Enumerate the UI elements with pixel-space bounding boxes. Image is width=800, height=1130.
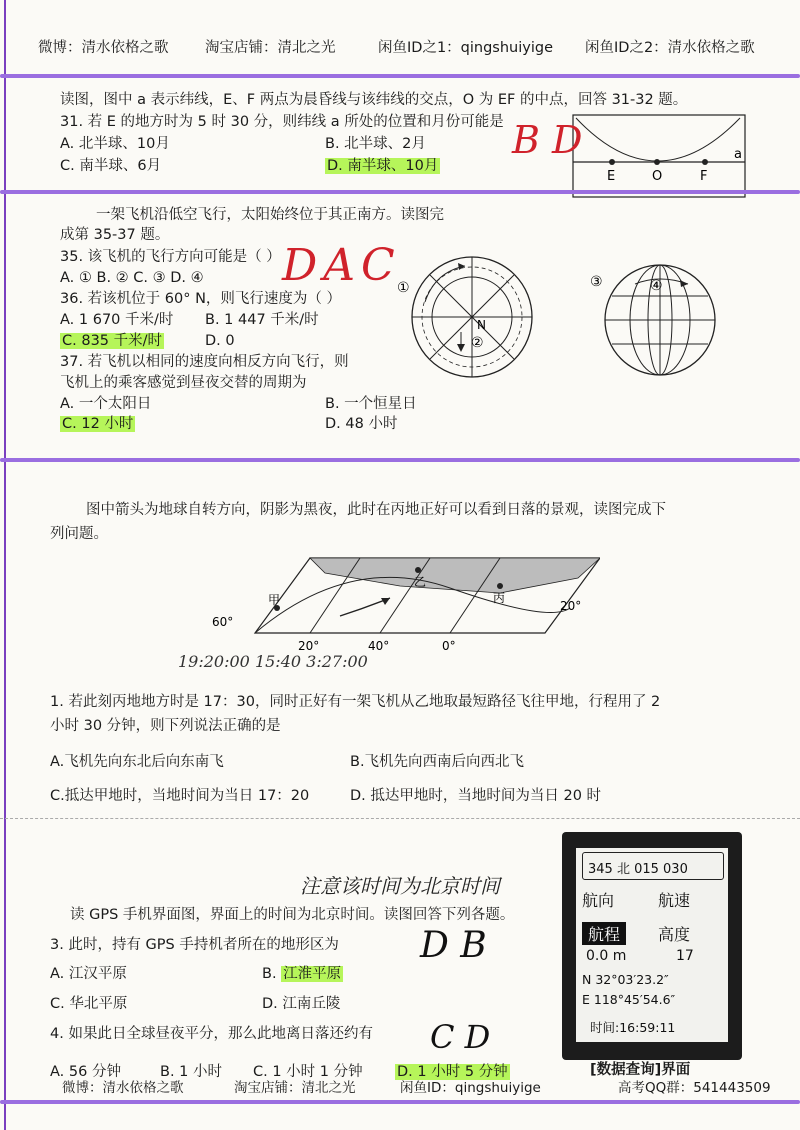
label-4: ④ xyxy=(650,278,663,294)
q1-option-a: A.飞机先向东北后向东南飞 xyxy=(50,754,224,770)
label-o: O xyxy=(652,169,663,184)
question-1-line-2: 小时 30 分钟，则下列说法正确的是 xyxy=(50,718,281,734)
q36-option-c-text: C. 835 千米/时 xyxy=(62,333,163,349)
question-36: 36. 若该机位于 60° N，则飞行速度为（ ） xyxy=(60,291,342,307)
handwritten-answer-31: B D xyxy=(512,118,583,162)
header-xianyu-1: 闲鱼ID之1：qingshuiyige xyxy=(378,40,553,56)
q4-option-a: A. 56 分钟 xyxy=(50,1064,121,1080)
gps-heading-label: 航向 xyxy=(582,891,615,910)
q35-options: A. ① B. ② C. ③ D. ④ xyxy=(60,270,204,286)
q3-option-b: B. 江淮平原 xyxy=(262,966,342,982)
label-a: a xyxy=(734,147,742,162)
handwritten-title: 注意该时间为北京时间 xyxy=(300,874,500,898)
label-n: N xyxy=(477,318,486,332)
footer-taobao: 淘宝店铺：清北之光 xyxy=(234,1080,356,1096)
q3-option-a: A. 江汉平原 xyxy=(50,966,127,982)
q31-option-d xyxy=(325,156,440,176)
q4-option-b: B. 1 小时 xyxy=(160,1064,223,1080)
label-r20: 20° xyxy=(560,599,582,613)
q36-option-c xyxy=(60,331,164,351)
q36-option-d: D. 0 xyxy=(205,333,235,349)
q4-option-c: C. 1 小时 1 分钟 xyxy=(253,1064,363,1080)
label-jia: 甲 xyxy=(268,593,281,607)
q31-option-d-text: D. 南半球、10月 xyxy=(327,158,439,174)
question-37-line-1: 37. 若飞机以相同的速度向相反方向飞行，则 xyxy=(60,354,349,370)
gps-speed-label: 航速 xyxy=(658,891,691,910)
q37-option-d: D. 48 小时 xyxy=(325,416,398,432)
q36-option-b: B. 1 447 千米/时 xyxy=(205,312,319,328)
q3-option-d: D. 江南丘陵 xyxy=(262,996,341,1012)
terminator-figure xyxy=(572,114,747,200)
gps-screen xyxy=(576,848,728,1042)
label-yi: 乙 xyxy=(414,575,427,589)
handwritten-answer-4: C D xyxy=(430,1018,491,1056)
question-35: 35. 该飞机的飞行方向可能是（ ） xyxy=(60,249,281,265)
label-2: ② xyxy=(471,335,484,351)
point-bing xyxy=(497,583,503,589)
label-20: 20° xyxy=(298,639,320,653)
gps-device xyxy=(562,832,742,1060)
question-3: 3. 此时，持有 GPS 手持机者所在的地形区为 xyxy=(50,937,339,953)
gps-range-value: 0.0 m xyxy=(586,948,627,964)
point-o xyxy=(654,159,660,165)
q1-option-c: C.抵达甲地时，当地时间为当日 17：20 xyxy=(50,788,310,804)
q31-option-c: C. 南半球、6月 xyxy=(60,158,162,174)
q3-option-c: C. 华北平原 xyxy=(50,996,128,1012)
label-e: E xyxy=(607,169,616,184)
question-4: 4. 如果此日全球昼夜平分，那么此地离日落还约有 xyxy=(50,1026,373,1042)
q36-option-a: A. 1 670 千米/时 xyxy=(60,312,174,328)
label-60: 60° xyxy=(212,615,234,629)
footer-qq: 高考QQ群：541443509 xyxy=(618,1080,771,1096)
gps-longitude: E 118°45′54.6″ xyxy=(582,992,676,1007)
question-37-line-2: 飞机上的乘客感觉到昼夜交替的周期为 xyxy=(60,375,307,391)
label-0: 0° xyxy=(442,639,456,653)
q37-option-a: A. 一个太阳日 xyxy=(60,396,152,412)
section3-intro-1: 图中箭头为地球自转方向，阴影为黑夜，此时在丙地正好可以看到日落的景观，读图完成下 xyxy=(86,502,666,518)
q1-option-b: B.飞机先向西南后向西北飞 xyxy=(350,754,525,770)
section1-intro: 读图，图中 a 表示纬线，E、F 两点为晨昏线与该纬线的交点，O 为 EF 的中点，回答 31-32 题。 xyxy=(60,92,688,108)
section2-intro-2: 成第 35-37 题。 xyxy=(60,227,170,243)
question-1-line-1: 1. 若此刻丙地地方时是 17：30，同时正好有一架飞机从乙地取最短路径飞往甲地，行程用了 2 xyxy=(50,694,661,710)
gps-top-readout: 345 北 015 030 xyxy=(588,862,688,877)
q3-option-b-text: 江淮平原 xyxy=(283,966,342,982)
handwritten-answer-35-37: D A C xyxy=(282,240,391,291)
gps-caption: [数据查询]界面 xyxy=(590,1062,691,1078)
point-f xyxy=(702,159,708,165)
divider xyxy=(0,458,800,462)
section4-intro: 读 GPS 手机界面图，界面上的时间为北京时间。读图回答下列各题。 xyxy=(70,907,515,923)
label-40: 40° xyxy=(368,639,390,653)
gps-altitude-label: 高度 xyxy=(658,925,691,944)
gps-range-label: 航程 xyxy=(582,922,626,945)
margin-line xyxy=(4,0,6,1130)
section2-intro-1: 一架飞机沿低空飞行，太阳始终位于其正南方。读图完 xyxy=(96,207,444,223)
q37-option-b: B. 一个恒星日 xyxy=(325,396,417,412)
point-e xyxy=(609,159,615,165)
label-bing: 丙 xyxy=(493,591,506,605)
question-31: 31. 若 E 的地方时为 5 时 30 分，则纬线 a 所处的位置和月份可能是 xyxy=(60,114,504,130)
section3-intro-2: 列问题。 xyxy=(50,526,108,542)
gps-latitude: N 32°03′23.2″ xyxy=(582,972,669,987)
label-f: F xyxy=(700,169,708,184)
label-1: ① xyxy=(397,280,410,296)
header-taobao: 淘宝店铺：清北之光 xyxy=(205,40,336,56)
footer-weibo: 微博：清水依格之歌 xyxy=(62,1080,184,1096)
header-weibo: 微博：清水依格之歌 xyxy=(38,40,169,56)
divider xyxy=(0,1100,800,1104)
q37-option-c xyxy=(60,414,135,434)
gps-altitude-value: 17 xyxy=(676,948,694,964)
q4-option-d-text: D. 1 小时 5 分钟 xyxy=(397,1064,508,1080)
q1-option-d: D. 抵达甲地时，当地时间为当日 20 时 xyxy=(350,788,602,804)
polar-globe-figure xyxy=(395,252,540,382)
divider xyxy=(0,74,800,78)
footer-xianyu: 闲鱼ID：qingshuiyige xyxy=(400,1080,541,1096)
q31-option-b: B. 北半球、2月 xyxy=(325,136,426,152)
day-night-map-figure xyxy=(200,548,600,658)
q31-option-a: A. 北半球、10月 xyxy=(60,136,170,152)
gps-time: 时间:16:59:11 xyxy=(590,1020,676,1035)
label-3: ③ xyxy=(590,274,603,290)
header-xianyu-2: 闲鱼ID之2：清水依格之歌 xyxy=(585,40,755,56)
handwritten-answer-3: D B xyxy=(420,925,487,966)
point-yi xyxy=(415,567,421,573)
divider-dashed xyxy=(0,818,800,819)
side-globe-figure xyxy=(590,262,720,382)
divider xyxy=(0,190,800,194)
handwritten-notes: 19:20:00 15:40 3:27:00 xyxy=(178,652,368,671)
q37-option-c-text: C. 12 小时 xyxy=(62,416,134,432)
